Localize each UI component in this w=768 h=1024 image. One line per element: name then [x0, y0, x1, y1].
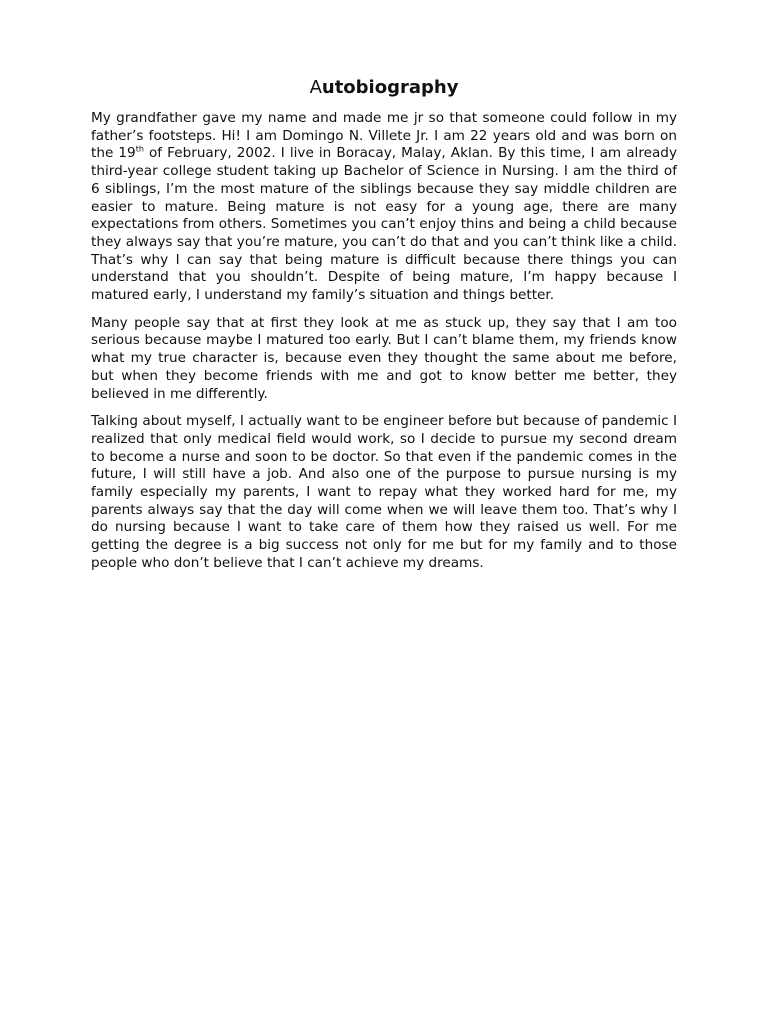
- paragraph-2: Many people say that at first they look at me as stuck up, they say that I am too serious because maybe I matured too early. But I can’t blame them, my friends know what my true character is, because even they thought the same about me before, but when they become friends with me and got to know better me better, they believed in me differently.: [91, 314, 677, 402]
- document-page: [91, 76, 677, 583]
- title-rest: utobiography: [321, 77, 459, 98]
- paragraph-1: [91, 110, 677, 305]
- paragraph-1-part-2: of February, 2002. I live in Boracay, Malay, Aklan. By this time, I am already third-year college student taking up Bachelor of Science in Nursing. I am the third of 6 siblings, I’m the most mature of the siblings because they say middle children are easier to mature. Being mature is not easy for a young age, there are many expectations from others. Sometimes you can’t enjoy thins and being a child because they always say that you’re mature, you can’t do that and you can’t think like a child. That’s why I can say that being mature is difficult because there things you can understand that you shouldn’t. Despite of being mature, I’m happy because I matured early, I understand my family’s situation and things better.: [91, 145, 677, 304]
- document-title: [91, 76, 677, 100]
- paragraph-3: Talking about myself, I actually want to be engineer before but because of pandemic I realized that only medical field would work, so I decide to pursue my second dream to become a nurse and soon to be doctor. So that even if the pandemic comes in the future, I will still have a job. And also one of the purpose to pursue nursing is my family especially my parents, I want to repay what they worked hard for me, my parents always say that the day will come when we will leave them too. That’s why I do nursing because I want to take care of them how they raised us well. For me getting the degree is a big success not only for me but for my family and to those people who don’t believe that I can’t achieve my dreams.: [91, 413, 677, 571]
- ordinal-superscript: th: [135, 144, 144, 154]
- title-first-letter: A: [309, 77, 322, 98]
- paragraph-1-part-1: My grandfather gave my name and made me jr so that someone could follow in my father’s footsteps. Hi! I am Domingo N. Villete Jr. I am 22 years old and was born on the 19: [91, 110, 677, 162]
